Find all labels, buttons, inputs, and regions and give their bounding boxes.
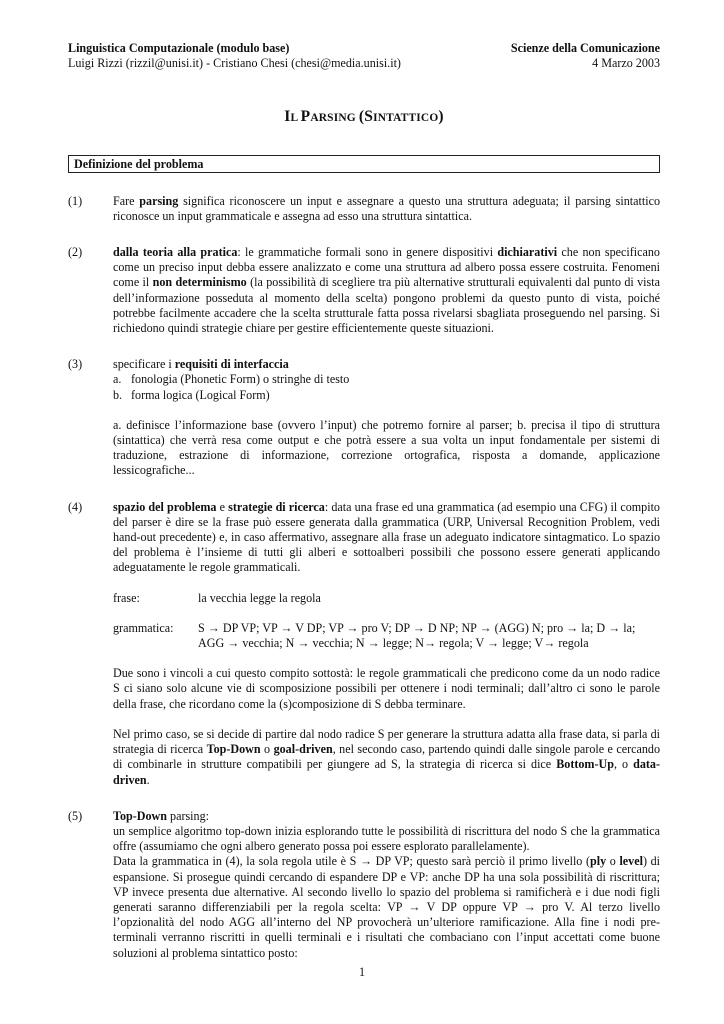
- item-number: (4): [68, 499, 83, 514]
- item-3: [68, 357, 660, 478]
- paragraph: Due sono i vincoli a cui questo compito sottostà: le regole grammaticali che predicono come da un nodo radice S ci siano solo alcune vie di scomposizione possibili per ottenere i nodi terminali; dall’altro ci sono le parole della frase, che ricordano come la (s)composizione di S debba terminare.: [113, 666, 660, 711]
- paragraph: un semplice algoritmo top-down inizia esplorando tutte le possibilità di riscrittura del nodo S che la grammatica offre (assumiamo che ogni albero generato possa poi essere esplorato parallelamente).: [113, 823, 660, 854]
- item-body: dalla teoria alla pratica: le grammatiche formali sono in genere dispositivi dichiarativi che non specificano come un preciso input debba essere analizzato e come una struttura ad albero possa essere costruita. Fenomeni come il non determinismo (la possibilità di scegliere tra più alternative strutturali equivalenti dal punto di vista dell’informazione posseduta al momento della scelta) pongono problemi da questo punto di vista, poiché potrebbe facilmente accadere che la scelta strutturale fatta possa rivelarsi sbagliata proseguendo nel parsing. Si richiedono quindi strategie chiare per gestire efficientemente queste situazioni.: [113, 245, 660, 336]
- item-body: Top-Down parsing: un semplice algoritmo top-down inizia esplorando tutte le possibilità di riscrittura del nodo S che la grammatica offre (assumiamo che ogni albero generato possa poi essere esplorato parallelamente). Data la grammatica in (4), la sola regola utile è S → DP VP; questo sarà perciò il primo livello (ply o level) di espansione. Si prosegue quindi cercando di espandere DP e VP: anche DP ha una sola possibilità di riscrittura; VP invece presenta due alternative. Al secondo livello lo spazio del problema si ramificherà e i due nodi figli generati saranno differenziabili per la regola scelta: VP → V DP oppure VP → pro V. Al terzo livello l’opzionalità del nodo AGG all’interno del NP provocherà un’ulteriore ramificazione. Alla fine i nodi pre-terminali verranno riscritti in quelli terminali e i risultati che combaciano con l’input accettati come buone soluzioni al problema sintattico posto:: [113, 808, 661, 960]
- item-number: (1): [68, 193, 83, 208]
- list-item: a. fonologia (Phonetic Form) o stringhe di testo: [113, 372, 350, 387]
- header-bottom-row: [68, 56, 660, 71]
- example-sentence: frase: la vecchia legge la regola: [113, 590, 321, 605]
- list-item: b. forma logica (Logical Form): [113, 387, 270, 402]
- item-body: specificare i requisiti di interfaccia a. fonologia (Phonetic Form) o stringhe di testo b. forma logica (Logical Form) a. definisce l’informazione base (ovvero l’input) che potremo fornire al parser; b. precisa il tipo di struttura (sintattica) che verrà resa come output e che potrà essere a sua volta un input fondamentale per sistemi di traduzione, estrazione di informazione, correzione ortografica, risposta a domande, applicazione lessicografiche...: [113, 357, 660, 478]
- paragraph: a. definisce l’informazione base (ovvero l’input) che potremo fornire al parser; b. precisa il tipo di struttura (sintattica) che verrà resa come output e che potrà essere a sua volta un input fondamentale per sistemi di traduzione, estrazione di informazione, correzione ortografica, risposta a domande, applicazione lessicografiche...: [113, 417, 660, 478]
- page-number: 1: [358, 965, 366, 979]
- item-2: [68, 245, 660, 336]
- item-5: [68, 809, 660, 961]
- authors: Luigi Rizzi (rizzil@unisi.it) - Cristiano Chesi (chesi@media.unisi.it): [68, 56, 401, 71]
- item-number: (3): [68, 357, 83, 372]
- item-number: (2): [68, 245, 83, 260]
- item-body: spazio del problema e strategie di ricerca: data una frase ed una grammatica (ad esempio una CFG) il compito del parser è dire se la frase può essere generata dalla grammatica (URP, Universal Recognition Problem, vedi hand-out precedente) e, in caso affermativo, assegnare alla frase un adeguato indicatore sintagmatico. Lo spazio del problema è l’insieme di tutti gli alberi e sottoalberi possibili che possono essere generati applicando adeguatamente le regole grammaticali. frase: la vecchia legge la regola grammatica: S → DP VP; VP → V DP; VP → pro V; DP → D NP; NP → (AGG) N; pro → la; D → la; AGG → vecchia; N → vecchia; N → legge; N→ regola; V → legge; V→ regola Due sono i vincoli a cui questo compito sottostà: le regole grammaticali che predicono come da un nodo radice S ci siano solo alcune vie di scomposizione possibili per ottenere i nodi terminali; dall’altro ci sono le parole della frase, che ricordano come la (s)composizione di S debba terminare. Nel primo caso, se si decide di partire dal nodo radice S per generare la struttura adatta alla frase data, si parla di strategia di ricerca Top-Down o goal-driven, nel secondo caso, partendo quindi dalle singole parole e cercando di combinarle in strutture compatibili per giungere ad S, la strategia di ricerca si dice Bottom-Up, o data-driven.: [113, 499, 661, 787]
- faculty-name: Scienze della Comunicazione: [510, 41, 660, 55]
- header-top-row: [68, 41, 660, 56]
- example-grammar: grammatica: S → DP VP; VP → V DP; VP → pro V; DP → D NP; NP → (AGG) N; pro → la; D → la; AGG → vecchia; N → vecchia; N → legge; N→ regola; V → legge; V→ regola: [113, 620, 636, 651]
- item-1: [68, 194, 660, 224]
- paragraph: Data la grammatica in (4), la sola regola utile è S → DP VP; questo sarà perciò il primo livello (ply o level) di espansione. Si prosegue quindi cercando di espandere DP e VP: anche DP ha una sola possibilità di riscrittura; VP invece presenta due alternative. Al secondo livello lo spazio del problema si ramificherà e i due nodi figli generati saranno differenziabili per la regola scelta: VP → V DP oppure VP → pro V. Al terzo livello l’opzionalità del nodo AGG all’interno del NP provocherà un’ulteriore ramificazione. Alla fine i nodi pre-terminali verranno riscritti in quelli terminali e i risultati che combaciano con l’input accettati come buone soluzioni al problema sintattico posto:: [113, 854, 661, 960]
- course-title: Linguistica Computazionale (modulo base): [68, 41, 290, 55]
- page-title: IL PARSING (SINTATTICO): [284, 108, 444, 126]
- item-4: [68, 500, 660, 788]
- item-body: Fare parsing significa riconoscere un input e assegnare a questo una struttura adeguata; il parsing sintattico riconosce un input grammaticale e assegna ad esso una struttura sintattica.: [113, 193, 660, 223]
- document-page: [68, 41, 660, 961]
- item-number: (5): [68, 808, 83, 823]
- date: 4 Marzo 2003: [592, 56, 660, 71]
- section-heading: Definizione del problema: [68, 155, 660, 173]
- paragraph: Nel primo caso, se si decide di partire dal nodo radice S per generare la struttura adatta alla frase data, si parla di strategia di ricerca Top-Down o goal-driven, nel secondo caso, partendo quindi dalle singole parole e cercando di combinarle in strutture compatibili per giungere ad S, la strategia di ricerca si dice Bottom-Up, o data-driven.: [113, 726, 661, 787]
